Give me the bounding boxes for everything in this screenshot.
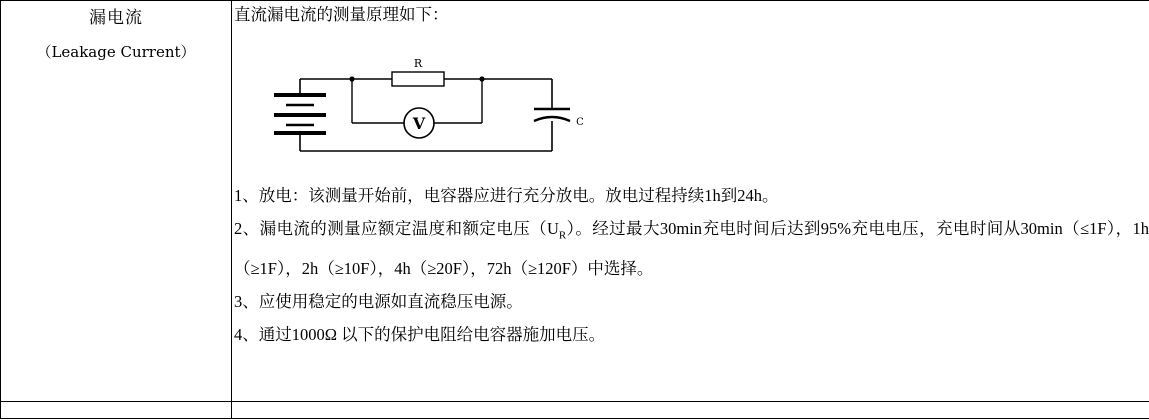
parameter-label-cell <box>1 1 232 402</box>
table-row-next <box>1 402 1149 419</box>
leakage-item-3: 3、应使用稳定的电源如直流稳压电源。 <box>234 292 523 312</box>
leakage-item-2 <box>234 212 1149 285</box>
parameter-label-en: （Leakage Current） <box>36 43 196 61</box>
leakage-item-2-text-a: 2、漏电流的测量应额定温度和额定电压（U <box>234 219 559 238</box>
next-row-label-cell <box>1 402 232 419</box>
leakage-item-2-subscript: R <box>558 229 567 242</box>
parameter-label-zh: 漏电流 <box>89 8 143 27</box>
leakage-item-2-line2: 间从30min（≤1F），1h（≥1F），2h（≥10F），4h（≥20F），72h（≥120F）中选择。 <box>234 219 1149 279</box>
table-row <box>1 1 1149 402</box>
leakage-item-2-text-b: ）。经过最大30min充电时间后达到95%充电电压，充电时 <box>566 219 987 238</box>
svg-text:R: R <box>413 57 423 70</box>
circuit-diagram <box>232 33 1149 173</box>
next-row-content-cell <box>232 402 1149 419</box>
measurement-principle-intro: 直流漏电流的测量原理如下： <box>234 5 449 24</box>
circuit-schematic-svg <box>252 33 652 163</box>
svg-text:C: C <box>576 117 584 128</box>
leakage-item-1: 1、放电：该测量开始前，电容器应进行充分放电。放电过程持续1h到24h。 <box>234 186 779 205</box>
svg-text:V: V <box>412 114 426 133</box>
leakage-item-4: 4、通过1000Ω 以下的保护电阻给电容器施加电压。 <box>234 325 606 345</box>
parameter-content-cell <box>232 1 1149 402</box>
